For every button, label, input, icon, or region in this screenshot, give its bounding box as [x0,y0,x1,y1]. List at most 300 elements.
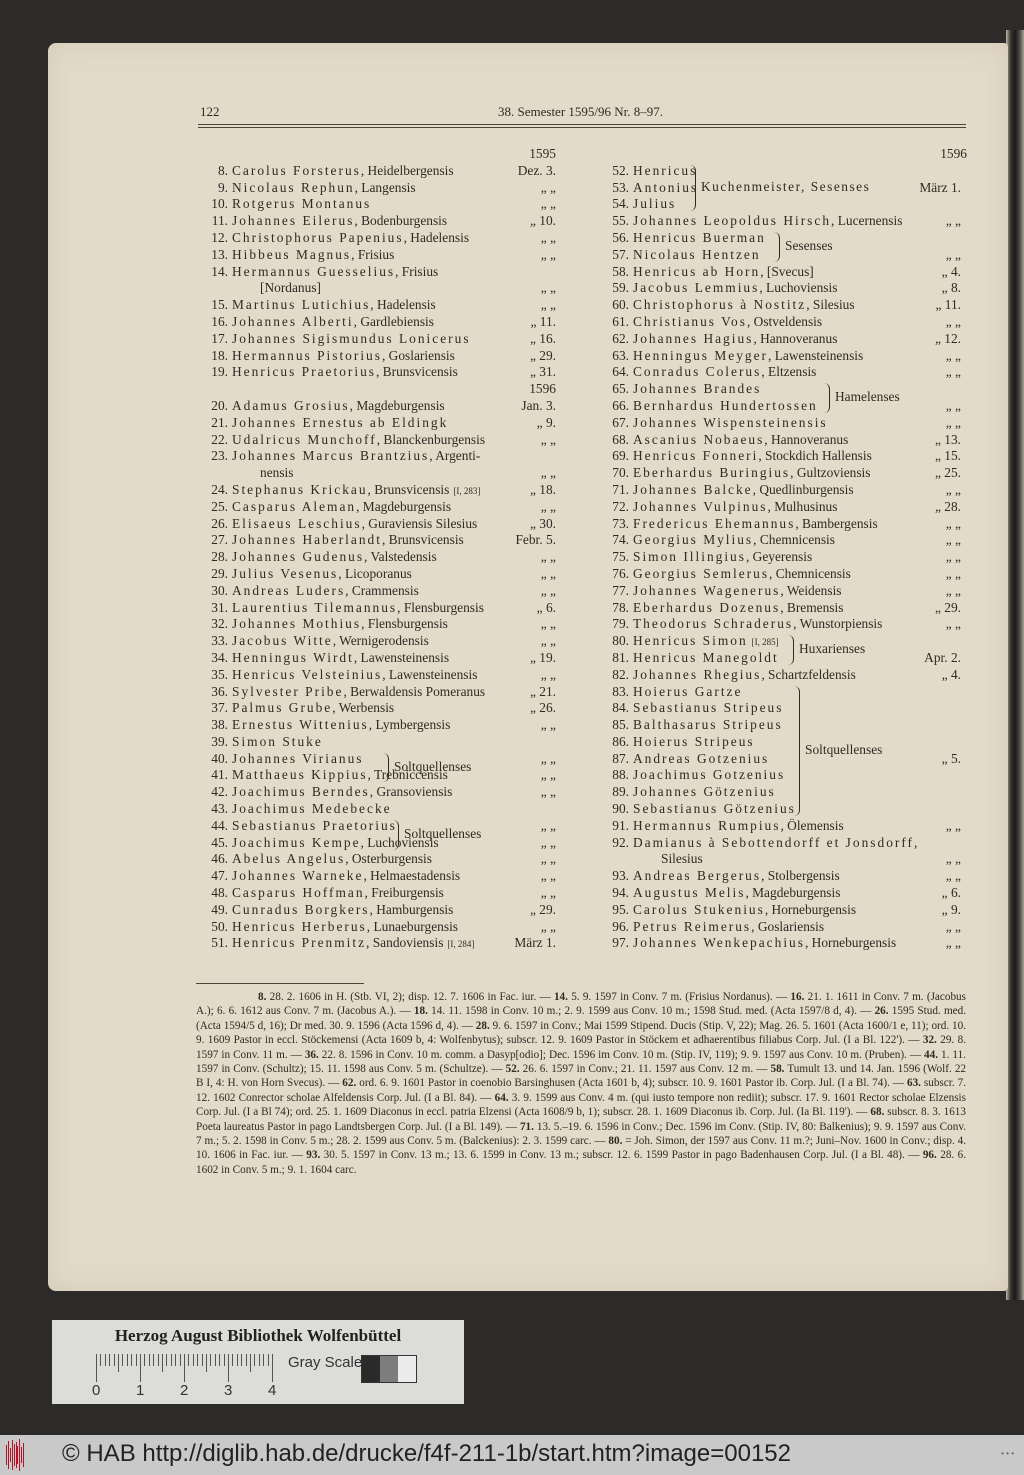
group-label: Soltquellenses [394,758,472,774]
entry-date: „ „ [540,229,556,245]
entry-origin: , Frisius [395,263,439,279]
gray-swatch [380,1356,398,1382]
entry-name: Joachimus Medebecke [232,801,392,817]
entry-number: 85. [612,717,629,733]
entry-name: Antonius [633,179,699,195]
register-entry [597,885,967,902]
entry-origin: , Frisius [351,246,395,262]
entry-origin: , Flensburgensis [397,599,484,615]
entry-name: Ernestus Wittenius [232,717,369,733]
entry-date: „ 4. [941,666,961,682]
entry-number: 27. [211,532,228,548]
entry-name: Stephanus Krickau [232,481,368,497]
entry-origin: , Weidensis [780,582,842,598]
ruler-tick [197,1354,198,1366]
entry-date: „ 29. [529,347,556,363]
register-entry [597,398,967,415]
source-url[interactable]: © HAB http://diglib.hab.de/drucke/f4f-211-1b/start.htm?image=00152 [62,1440,791,1467]
entry-number: 18. [211,347,228,363]
entry-origin: , Argenti- [429,448,481,464]
entry-name: Johannes Ernestus ab Eldingk [232,414,449,430]
register-entry [597,868,967,885]
entry-number: 42. [211,784,228,800]
ruler-tick [219,1354,220,1366]
register-entry [196,247,568,264]
register-entry [196,784,568,801]
register-entry [196,935,568,952]
entry-origin: , Werbensis [332,700,395,716]
ruler-tick [109,1354,110,1366]
register-entry [597,767,967,784]
register-entry [196,919,568,936]
register-entry [196,264,568,281]
entry-date: „ 6. [941,885,961,901]
entry-origin: , Bodenburgensis [354,213,448,229]
register-entry [597,247,967,264]
group-label: Sesenses [785,237,833,253]
entry-date: „ „ [540,717,556,733]
register-entry [196,868,568,885]
register-entry [196,885,568,902]
entry-origin: , [914,834,918,850]
entry-origin: , Ostveldensis [746,313,823,329]
entry-number: 17. [211,330,228,346]
entry-origin: , Bambergensis [795,515,878,531]
register-entry [196,818,568,835]
register-entry [196,180,568,197]
entry-number: 79. [612,616,629,632]
entry-name: Johannes Gudenus [232,549,365,565]
entry-date: „ 18. [529,481,556,497]
entry-date: „ 30. [529,515,556,531]
register-entry [597,935,967,952]
entry-number: 32. [211,616,228,632]
ruler-tick [268,1354,269,1366]
register-entry [196,566,568,583]
entry-date: „ „ [540,817,556,833]
entry-number: 83. [612,683,629,699]
entry-number: 71. [612,481,629,497]
ruler-tick [228,1354,229,1382]
entry-origin: , Osterburgensis [345,851,432,867]
register-entry [196,499,568,516]
entry-number: 11. [211,213,228,229]
entry-date: „ 10. [529,213,556,229]
entry-origin: , Horneburgensis [804,935,897,951]
entry-name: Eberhardus Buringius [633,465,791,481]
entry-date: „ „ [945,918,961,934]
entry-number: 29. [211,565,228,581]
entry-name: Casparus Hoffman [232,885,365,901]
entry-date: „ 6. [536,599,556,615]
entry-number: 57. [612,246,629,262]
entry-number: 65. [612,381,629,397]
entry-date: „ „ [945,549,961,565]
entry-name: Sebastianus Götzenius [633,801,796,817]
entry-name: Sebastianus Stripeus [633,700,784,716]
entry-name: Henricus Manegoldt [633,649,779,665]
register-entry [597,314,967,331]
register-entry [196,516,568,533]
entry-date: „ 11. [935,297,961,313]
hab-logo-icon [6,1439,24,1471]
entry-number: 19. [211,364,228,380]
entry-number: 16. [211,313,228,329]
entry-origin: , Magdeburgensis [356,498,452,514]
entry-date: „ 21. [529,683,556,699]
entry-number: 75. [612,549,629,565]
entry-origin: , Horneburgensis [764,901,857,917]
entry-number: 46. [211,851,228,867]
entry-name: Johannes Hagius [633,330,754,346]
register-entry [196,230,568,247]
entry-name: Henricus [633,162,698,178]
entry-origin: , Sandoviensis [366,935,444,951]
ruler-tick [224,1354,225,1366]
entry-origin: , Hadelensis [403,229,470,245]
footnote-rule [196,983,364,984]
ruler-number: 2 [180,1382,189,1399]
register-entry [196,549,568,566]
entry-name: Johannes Wenkepachius [633,935,805,951]
entry-number: 50. [211,918,228,934]
footnote-text: 8. 28. 2. 1606 in H. (Stb. VI, 2); disp. 12. 7. 1606 in Fac. iur. — 14. 5. 9. 1597 in Conv. 7 m. (Frisius Nordanus). — 16. 21. 1. 1611 in Conv. 7 m. (Jacobus A.); 6. 6. 1612 aus Conv. 7 m. (Jacobus A.). — 18. 14. 11. 1598 in Conv. 10 m.; 2. 9. 1599 aus Conv. 10 m.; 1598 Stud. med. (Acta 1597/8 d, 4). — 26. 1595 Stud. med. (Acta 1594/5 d, 16); Dr med. 30. 9. 1596 (Acta 1596 d, 4). — 28. 9. 6. 1597 in Conv.; Mai 1599 Stipend. Ducis (Stip. V, 22); Mag. 26. 5. 1601 (Acta 1600/1 e, 11); ord. 10. 9. 1609 Pastor in eccl. Stöckemensi (Acta 1609 b, 4: Wolfenbytus); subscr. 12. 9. 1609 Pastor in Stöckem et adhaerentibus filiabus Corp. Jul. (I a Bl. 122'). — 32. 29. 8. 1597 in Conv. 11 m. — 36. 22. 8. 1596 in Conv. 10 m. comm. a Dasyp[odio]; Dec. 1596 im Conv. 10 m. (Stip. IV, 119); 9. 9. 1597 aus Conv. 10 m. (Pruben). — 44. 1. 11. 1597 in Conv. (Schultz); 15. 11. 1598 aus Conv. 5 m. (Schultze). — 52. 26. 6. 1597 in Conv.; 21. 11. 1597 aus Conv. 12 m. — 58. Tumult 13. und 14. Jan. 1596 (Wolf. 22 B I, 4: H. von Horn Svecus). — 62. ord. 6. 9. 1601 Pastor in coenobio Barsinghusen (Acta 1601 b, 4); subscr. 10. 9. 1601 Pastor ib. Corp. Jul. (I a Bl. 74). — 63. subscr. 7. 12. 1602 Conrector scholae Alfeldensis Corp. Jul. (I a Bl. 84). — 64. 3. 9. 1599 aus Conv. 4 m. (qui iusto tempore non rediit); subscr. 17. 9. 1601 Rector scholae Elzensis Corp. Jul. (I a Bl 74); ord. 25. 1. 1609 Diaconus in eccl. patria Elzensi (Acta 1608/9 b, 1); subscr. 28. 1. 1609 Diaconus ib. Corp. Jul. (Ia Bl. 119'). — 68. subscr. 8. 3. 1613 Poeta laureatus Pastor in pago Landtsbergen Corp. Jul. (I a Bl. 149). — 71. 13. 5.–19. 6. 1596 in Conv.; Dec. 1596 im Conv. (Stip. IV, 80: Balkenius); 9. 9. 1597 aus Conv. 7 m.; 5. 2. 1598 in Conv. 5 m.; 28. 2. 1599 aus Conv. 5 m. (Balckenius): 2. 3. 1599 carc. — 80. = Joh. Simon, der 1597 aus Conv. 11 m.?; Juni–Nov. 1600 in Conv.; disp. 4. 10. 1606 in Fac. iur. — 93. 30. 5. 1597 in Conv. 13 m.; 13. 6. 1599 in Conv. 13 m.; subscr. 12. 6. 1599 Pastor in pago Badenhausen Corp. Jul. (I a Bl. 48). — 96. 28. 6. 1602 in Conv. 5 m.; 9. 1. 1604 carc. [196,991,967,1176]
entry-name: Laurentius Tilemannus [232,599,398,615]
entry-name: Christophorus à Nostitz [633,297,807,313]
register-entry [196,667,568,684]
gray-scale-swatches [361,1355,417,1383]
ruler-tick [122,1354,123,1366]
register-entry [597,616,967,633]
year-header: 1595 [529,146,556,161]
volume-reference: [I, 284] [447,939,475,950]
register-entry [597,230,967,247]
entry-origin: , Freiburgensis [364,885,444,901]
register-entry [597,499,967,516]
ruler-tick [136,1354,137,1366]
register-entry [597,919,967,936]
entry-name: Sylvester Pribe [232,683,344,699]
entry-number: 96. [612,918,629,934]
register-entry [196,314,568,331]
entry-name: Georgius Mylius [633,532,754,548]
entry-name: Eberhardus Dozenus [633,599,781,615]
ruler-tick [153,1354,154,1366]
entry-date: „ 16. [529,330,556,346]
entry-origin: , Bremensis [780,599,844,615]
entry-name: Andreas Bergerus [633,868,762,884]
register-entry [196,616,568,633]
entry-name: Abelus Angelus [232,851,346,867]
register-entry [597,331,967,348]
entry-number: 88. [612,767,629,783]
entry-name: Cunradus Borgkers [232,901,370,917]
register-entry [196,364,568,381]
entry-date: „ 28. [934,498,961,514]
register-entry [196,801,568,818]
entry-date: „ „ [945,347,961,363]
entry-origin: , Wunstorpiensis [793,616,883,632]
entry-origin: , Chemnicensis [769,565,851,581]
ruler-number: 3 [224,1382,233,1399]
entry-origin: , Helmaestadensis [363,868,461,884]
entry-name: Fredericus Ehemannus [633,515,796,531]
entry-number: 38. [211,717,228,733]
entry-number: 82. [612,666,629,682]
ruler-tick [100,1354,101,1366]
register-entry [196,163,568,180]
entry-origin: , Langensis [354,179,416,195]
entry-name: Johannes Rhegius [633,666,762,682]
entry-name: Theodorus Schraderus [633,616,794,632]
entry-name: Johannes Brandes [633,381,762,397]
ruler-tick [180,1354,181,1366]
group-brace [823,383,830,413]
register-entry [597,213,967,230]
entry-date: Apr. 2. [924,649,961,665]
entry-name: Johannes Sigismundus Lonicerus [232,330,471,346]
ruler-tick [250,1354,251,1372]
entry-origin: , Stolbergensis [761,868,840,884]
entry-name: Johannes Wispensteinensis [633,414,828,430]
entry-number: 15. [211,297,228,313]
register-entry [597,566,967,583]
register-entry [196,448,568,465]
entry-origin: , Ölemensis [780,817,844,833]
entry-number: 25. [211,498,228,514]
entry-name: Julius Vesenus [232,565,339,581]
entry-date: „ 26. [529,700,556,716]
footnotes [196,990,966,1177]
register-entry [196,196,568,213]
register-entry [597,751,967,768]
entry-name: Hermannus Pistorius [232,347,382,363]
entry-date: „ „ [540,196,556,212]
entry-number: 34. [211,649,228,665]
entry-origin: , Gransoviensis [369,784,453,800]
entry-origin: , Brunsvicensis [381,532,464,548]
entry-name: Henricus Fonneri [633,448,759,464]
entry-name: Johannes Marcus Brantzius [232,448,430,464]
header-rule-2 [198,127,966,128]
ruler-number: 1 [136,1382,145,1399]
entry-date: „ „ [540,179,556,195]
entry-date: „ 8. [941,280,961,296]
entry-number: 28. [211,549,228,565]
entry-name: Johannes Virianus [232,750,364,766]
register-entry [597,465,967,482]
register-entry [597,700,967,717]
register-entry [597,549,967,566]
ruler-tick [232,1354,233,1366]
entry-date: „ „ [945,313,961,329]
entry-name: Hoierus Stripeus [633,733,755,749]
entry-origin: , Hamburgensis [369,901,454,917]
entry-origin: , Blanckenburgensis [376,431,486,447]
register-entry [196,700,568,717]
entry-number: 51. [211,935,228,951]
register-entry [597,163,967,180]
register-entry [196,835,568,852]
ruler-tick [210,1354,211,1366]
entry-name: Jacobus Witte [232,633,333,649]
ruler-tick [184,1354,185,1382]
entry-date: „ „ [540,616,556,632]
entry-name: Carolus Forsterus [232,162,361,178]
register-entry [597,801,967,818]
entry-name: Henricus Velsteinius [232,666,383,682]
entry-name: Henricus Prenmitz [232,935,367,951]
entry-date: „ „ [945,935,961,951]
entry-number: 33. [211,633,228,649]
entry-date: „ „ [540,767,556,783]
entry-number: 12. [211,229,228,245]
entry-date: „ „ [945,481,961,497]
entry-number: 31. [211,599,228,615]
entry-number: 67. [612,414,629,430]
register-entry [597,667,967,684]
register-entry [597,600,967,617]
entry-origin: , Mulhusinus [767,498,838,514]
register-entry [597,902,967,919]
register-entry [196,331,568,348]
entry-name: Palmus Grube [232,700,333,716]
entry-name: Augustus Melis [633,885,746,901]
group-label: Hamelenses [835,389,900,404]
entry-date: „ „ [540,431,556,447]
entry-date: März 1. [514,935,556,951]
entry-number: 52. [612,162,629,178]
entry-number: 87. [612,750,629,766]
entry-origin: , Lymbergensis [368,717,451,733]
entry-name: Petrus Reimerus [633,918,752,934]
ruler-tick [166,1354,167,1366]
entry-name: Johannes Alberti [232,313,354,329]
running-head [200,104,964,124]
group-brace [793,686,800,816]
register-entry [196,482,568,499]
entry-number: 35. [211,666,228,682]
entry-number: 95. [612,901,629,917]
group-brace [689,165,696,211]
entry-origin: , Brunsvicensis [375,364,458,380]
entry-name: Hermannus Rumpius [633,817,781,833]
register-entry [597,381,967,398]
entry-date: „ „ [945,868,961,884]
register-entry [597,364,967,381]
entry-number: 45. [211,834,228,850]
entry-number: 26. [211,515,228,531]
register-entry [597,835,967,852]
volume-reference: [I, 283] [453,485,481,496]
entry-name: Jacobus Lemmius [633,280,760,296]
register-entry [597,196,967,213]
entry-origin: , Lunaeburgensis [366,918,459,934]
register-entry [597,297,967,314]
library-label-card [52,1320,464,1404]
ruler-tick [206,1354,207,1372]
entry-origin: , Chemnicensis [753,532,835,548]
entry-name: Johannes Warneke [232,868,364,884]
entry-number: 47. [211,868,228,884]
register-entry [196,583,568,600]
entry-number: 69. [612,448,629,464]
ruler-tick [259,1354,260,1366]
entry-number: 49. [211,901,228,917]
register-entry [597,348,967,365]
register-entry [597,280,967,297]
entry-origin: , Crammensis [345,582,419,598]
entry-name: Hibbeus Magnus [232,246,352,262]
register-entry [196,633,568,650]
entry-date: „ „ [945,616,961,632]
ruler-tick [131,1354,132,1366]
entry-origin: , Lawensteinensis [382,666,478,682]
footer-dots-icon: • • • [1001,1449,1014,1458]
year-header: 1596 [529,381,556,397]
group-label: Soltquellenses [404,825,482,841]
entry-date: „ „ [945,364,961,380]
entry-date: „ 29. [529,901,556,917]
entry-origin: , [Svecus] [760,263,814,279]
entry-number: 8. [217,162,228,178]
entry-name: Hoierus Gartze [633,683,743,699]
entry-origin: Silesius [661,851,703,867]
ruler-scale [96,1354,276,1382]
entry-number: 77. [612,582,629,598]
gray-swatch [362,1356,380,1382]
ruler-tick [246,1354,247,1366]
header-rule [198,124,966,125]
entry-name: Bernhardus Hundertossen [633,397,818,413]
register-entry [196,465,568,482]
register-entry [196,432,568,449]
ruler-tick [171,1354,172,1366]
library-name: Herzog August Bibliothek Wolfenbüttel [114,1326,402,1345]
entry-date: Dez. 3. [517,162,556,178]
entry-number: 43. [211,801,228,817]
ruler-tick [127,1354,128,1366]
entry-number: 40. [211,750,228,766]
register-entry [196,297,568,314]
entry-number: 66. [612,397,629,413]
entry-number: 53. [612,179,629,195]
entry-number: 30. [211,582,228,598]
register-entry [196,684,568,701]
entry-date: „ „ [945,817,961,833]
entry-date: „ „ [540,666,556,682]
volume-reference: [I, 285] [751,637,779,648]
register-entry [597,650,967,667]
entry-number: 9. [217,179,228,195]
entry-number: 61. [612,313,629,329]
entry-origin: , Hannoveranus [753,330,838,346]
register-entry [597,432,967,449]
ruler-tick [162,1354,163,1372]
ruler-tick [263,1354,264,1366]
entry-name: Ascanius Nobaeus [633,431,765,447]
entry-number: 37. [211,700,228,716]
register-entry [597,264,967,281]
register-entry [597,415,967,432]
group-brace [787,635,794,665]
entry-name: Henricus Buerman [633,229,766,245]
entry-number: 76. [612,565,629,581]
entry-date: „ 11. [530,313,556,329]
entry-date: „ 13. [934,431,961,447]
ruler-tick [202,1354,203,1366]
entry-name: Christophorus Papenius [232,229,404,245]
